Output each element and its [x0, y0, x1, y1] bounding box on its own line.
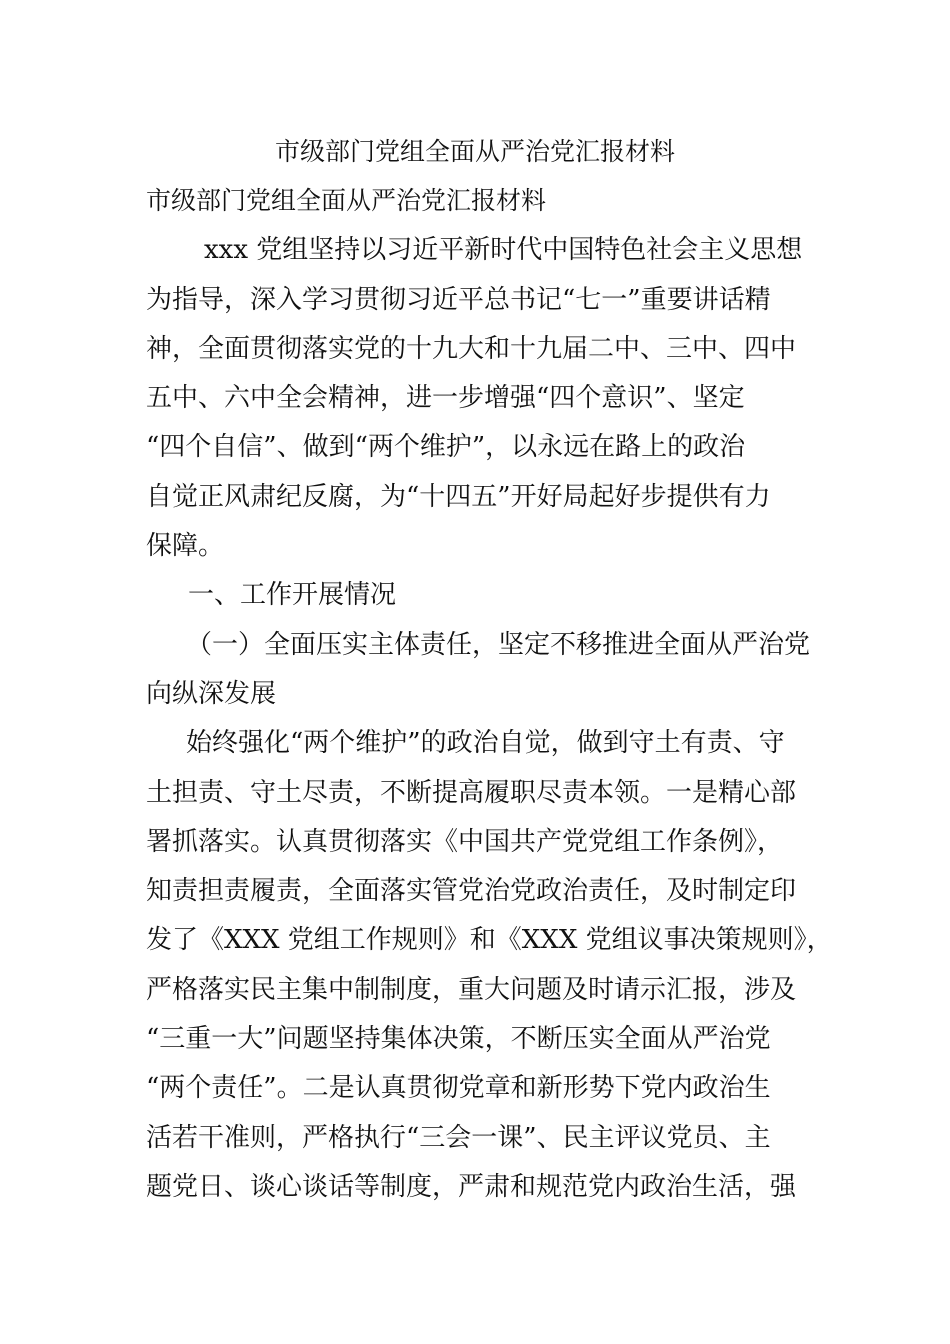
document-body — [146, 183, 833, 1218]
subsection-heading: （一）全面压实主体责任，坚定不移推进全面从严治党 — [186, 629, 811, 660]
paragraph-line: 为指导，深入学习贯彻习近平总书记“七一”重要讲话精 — [146, 284, 771, 315]
paragraph-line: 土担责、守土尽责，不断提高履职尽责本领。一是精心部 — [146, 777, 797, 808]
paragraph-line: 发了《XXX 党组工作规则》和《XXX 党组议事决策规则》， — [146, 925, 833, 956]
section-heading: 一、工作开展情况 — [188, 580, 397, 611]
paragraph-line: 署抓落实。认真贯彻落实《中国共产党党组工作条例》， — [146, 826, 784, 857]
paragraph-line: 自觉正风肃纪反腐，为“十四五”开好局起好步提供有力 — [146, 481, 771, 512]
paragraph-line: 五中、六中全会精神，进一步增强“四个意识”、坚定 — [146, 383, 745, 414]
paragraph-line: xxx 党组坚持以习近平新时代中国特色社会主义思想 — [204, 235, 803, 266]
paragraph-line: “四个自信”、做到“两个维护”，以永远在路上的政治 — [146, 432, 746, 463]
body-heading: 市级部门党组全面从严治党汇报材料 — [146, 186, 547, 215]
paragraph-line: 始终强化“两个维护”的政治自觉，做到守土有责、守 — [186, 728, 785, 759]
paragraph-line: “三重一大”问题坚持集体决策，不断压实全面从严治党 — [146, 1024, 771, 1055]
paragraph-line: 神，全面贯彻落实党的十九大和十九届二中、三中、四中 — [146, 333, 797, 364]
subsection-heading-continued: 向纵深发展 — [146, 678, 277, 709]
paragraph-line: 知责担责履责，全面落实管党治党政治责任，及时制定印 — [146, 876, 797, 907]
paragraph-line: “两个责任”。二是认真贯彻党章和新形势下党内政治生 — [146, 1073, 771, 1104]
paragraph-line: 严格落实民主集中制制度，重大问题及时请示汇报，涉及 — [146, 974, 797, 1005]
document-title: 市级部门党组全面从严治党汇报材料 — [274, 137, 675, 166]
paragraph-line: 题党日、谈心谈话等制度，严肃和规范党内政治生活，强 — [146, 1171, 797, 1202]
paragraph-line: 活若干准则，严格执行“三会一课”、民主评议党员、主 — [146, 1122, 771, 1153]
paragraph-line: 保障。 — [146, 531, 225, 562]
